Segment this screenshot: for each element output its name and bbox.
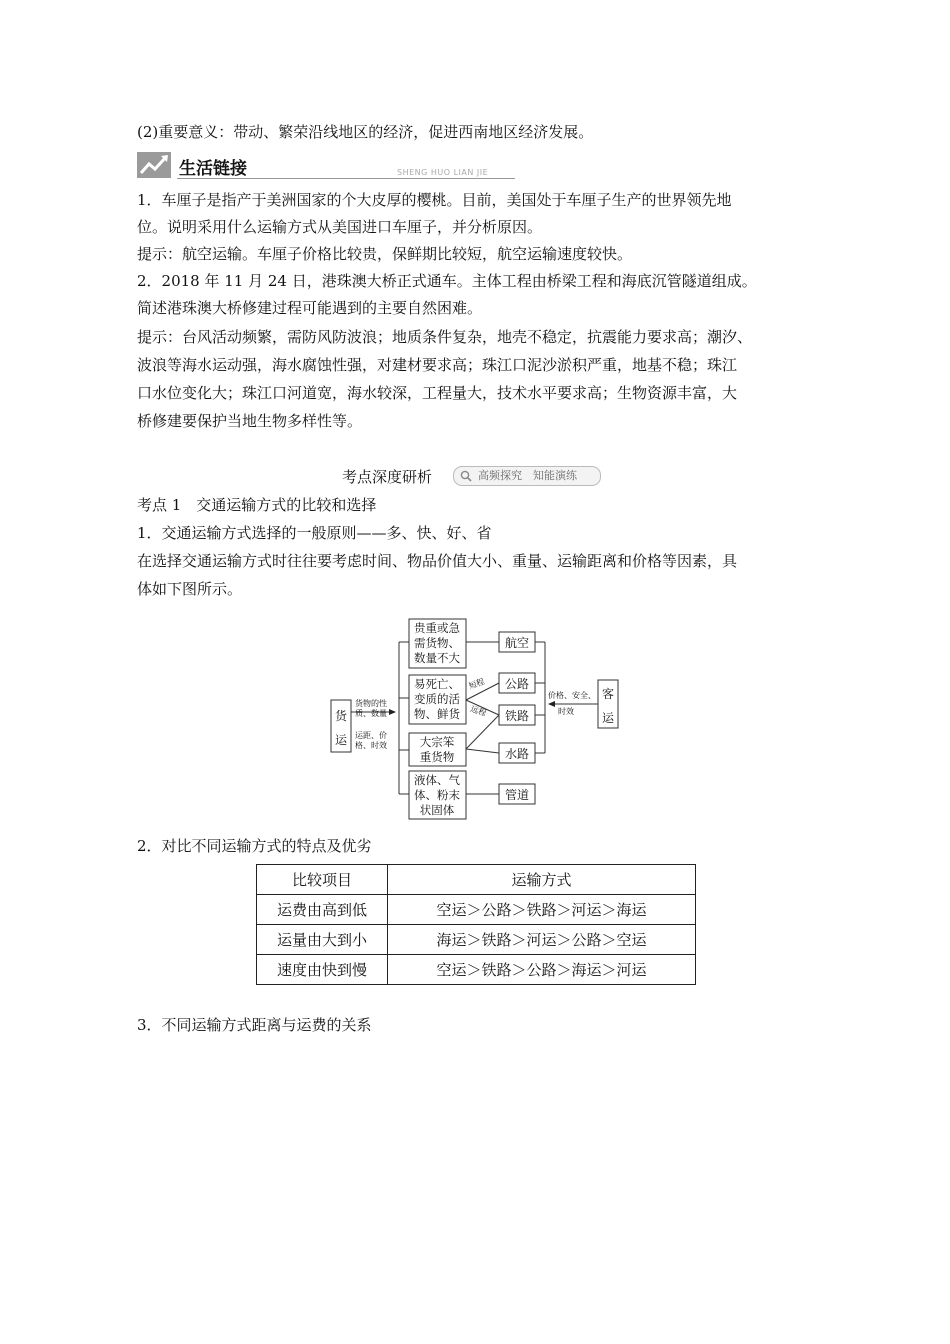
- cat1-line2: 需货物、: [414, 636, 460, 650]
- table-header-row: [257, 865, 696, 895]
- point1-heading: 1．交通运输方式选择的一般原则——多、快、好、省: [137, 524, 492, 542]
- table-cell: 空运＞铁路＞公路＞海运＞河运: [388, 955, 696, 985]
- mode-pipeline: 管道: [504, 788, 530, 802]
- q2-hint-1: 提示：台风活动频繁，需防风防波浪；地质条件复杂，地壳不稳定，抗震能力要求高；潮汐、: [137, 328, 753, 346]
- table-row: [257, 925, 696, 955]
- section-pill-text: 高频探究 知能演练: [478, 469, 577, 482]
- mode-road: 公路: [504, 677, 530, 691]
- mode-air: 航空: [504, 636, 530, 650]
- mode-water: 水路: [504, 747, 530, 761]
- left-label-bottom-2: 格、时效: [355, 741, 387, 750]
- left-label-top-2: 质、数量: [355, 709, 387, 718]
- table-row: [257, 895, 696, 925]
- q2-hint-4: 桥修建要保护当地生物多样性等。: [137, 412, 363, 430]
- freight-char-2: 运: [334, 733, 348, 747]
- table-cell: 海运＞铁路＞河运＞公路＞空运: [388, 925, 696, 955]
- short-distance-label: 短程: [467, 676, 486, 691]
- table-cell: 运费由高到低: [257, 895, 388, 925]
- table-row: [257, 955, 696, 985]
- banner-title: 生活链接: [179, 159, 247, 179]
- table-cell: 运量由大到小: [257, 925, 388, 955]
- cat4-line2: 体、粉末: [414, 788, 460, 802]
- left-label-bottom-1: 运距、价: [355, 731, 387, 740]
- passenger-char-2: 运: [601, 711, 615, 725]
- table-header: 比较项目: [257, 865, 388, 895]
- cat3-line1: 大宗笨: [419, 735, 455, 749]
- point1-line-2: 体如下图所示。: [137, 580, 243, 598]
- banner-pinyin: SHENG HUO LIAN JIE: [397, 168, 489, 177]
- long-distance-label: 远程: [469, 704, 488, 718]
- cat4-line3: 状固体: [419, 803, 455, 817]
- cat2-line2: 变质的活: [414, 692, 460, 706]
- q1-line-2: 位。说明采用什么运输方式从美国进口车厘子，并分析原因。: [137, 218, 543, 236]
- point3-heading: 3．不同运输方式距离与运费的关系: [137, 1016, 372, 1034]
- point2-heading: 2．对比不同运输方式的特点及优劣: [137, 837, 372, 855]
- freight-char-1: 货: [334, 709, 348, 723]
- cat4-line1: 液体、气: [414, 773, 460, 787]
- comparison-table: [256, 864, 696, 985]
- kaodian-title: 考点 1 交通运输方式的比较和选择: [137, 496, 377, 514]
- cat3-line2: 重货物: [419, 750, 455, 764]
- right-label-1: 价格、安全、: [548, 691, 596, 700]
- table-header: 运输方式: [388, 865, 696, 895]
- cat1-line1: 贵重或急: [414, 621, 460, 635]
- passenger-char-1: 客: [601, 687, 615, 701]
- cat1-line3: 数量不大: [414, 651, 460, 665]
- left-label-top-1: 货物的性: [355, 699, 387, 708]
- right-label-2: 时效: [558, 707, 574, 716]
- q2-line-2: 简述港珠澳大桥修建过程可能遇到的主要自然困难。: [137, 299, 483, 317]
- mode-rail: 铁路: [504, 709, 530, 723]
- point1-line-1: 在选择交通运输方式时往往要考虑时间、物品价值大小、重量、运输距离和价格等因素，具: [137, 552, 738, 570]
- section-title: 考点深度研析: [342, 468, 433, 486]
- significance-text: (2)重要意义：带动、繁荣沿线地区的经济，促进西南地区经济发展。: [137, 123, 594, 141]
- q2-hint-3: 口水位变化大；珠江口河道宽，海水较深，工程量大，技术水平要求高；生物资源丰富，大: [137, 384, 738, 402]
- q1-hint: 提示：航空运输。车厘子价格比较贵，保鲜期比较短，航空运输速度较快。: [137, 245, 633, 263]
- q2-line-1: 2．2018 年 11 月 24 日，港珠澳大桥正式通车。主体工程由桥梁工程和海底沉管隧道组成。: [137, 272, 757, 290]
- table-cell: 空运＞公路＞铁路＞河运＞海运: [388, 895, 696, 925]
- cat2-line1: 易死亡、: [414, 677, 460, 691]
- table-cell: 速度由快到慢: [257, 955, 388, 985]
- q1-line-1: 1．车厘子是指产于美洲国家的个大皮厚的樱桃。目前，美国处于车厘子生产的世界领先地: [137, 191, 732, 209]
- q2-hint-2: 波浪等海水运动强，海水腐蚀性强，对建材要求高；珠江口泥沙淤积严重，地基不稳；珠江: [137, 356, 738, 374]
- cat2-line3: 物、鲜货: [414, 707, 460, 721]
